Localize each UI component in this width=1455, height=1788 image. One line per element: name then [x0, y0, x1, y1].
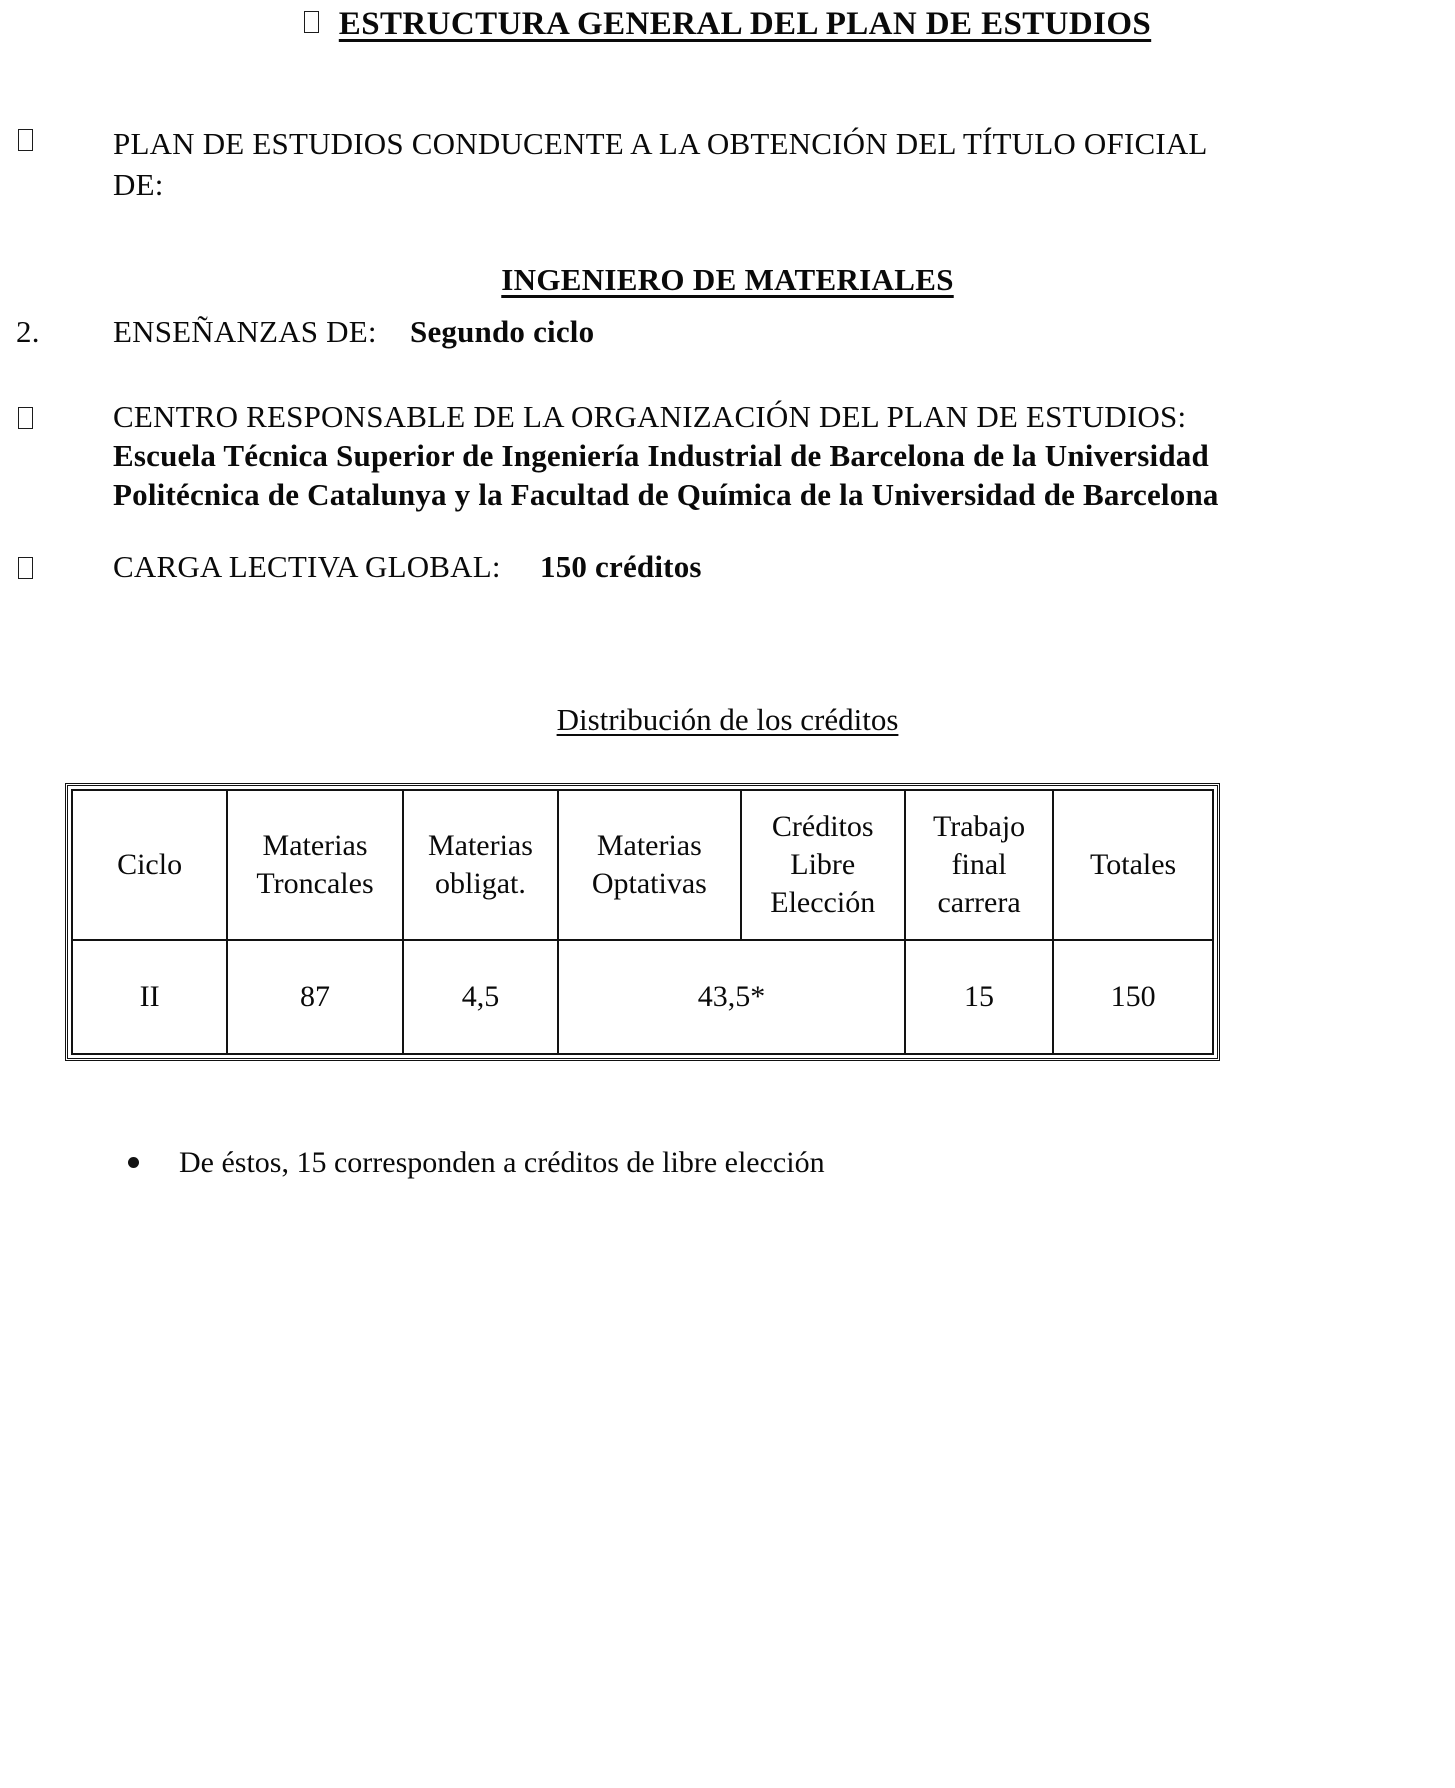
header-optativas-line1: Materias — [596, 829, 702, 862]
cell-trabajo-final: 15 — [905, 940, 1053, 1054]
plan-intro-bullet — [18, 128, 33, 154]
header-optativas-line2: Optativas — [591, 867, 707, 900]
page-title-text: ESTRUCTURA GENERAL DEL PLAN DE ESTUDIOS — [338, 6, 1152, 42]
credits-table-frame — [65, 783, 1220, 1061]
table-row — [72, 940, 1213, 1054]
centro-bullet — [18, 406, 33, 432]
header-libre-eleccion — [741, 790, 905, 940]
page-title — [0, 6, 1455, 43]
header-libre-line1: Créditos — [771, 810, 874, 843]
header-trabajo-final — [905, 790, 1053, 940]
plan-intro-line2: DE: — [113, 167, 164, 202]
cell-troncales: 87 — [227, 940, 403, 1054]
header-troncales — [227, 790, 403, 940]
header-troncales-line2: Troncales — [256, 867, 374, 900]
credits-table-header-row — [72, 790, 1213, 940]
header-ciclo — [72, 790, 227, 940]
degree-name-heading — [0, 262, 1455, 298]
centro-value-line2: Politécnica de Catalunya y la Facultad de Química de la Universidad de Barcelona — [113, 477, 1219, 512]
header-obligatorias — [403, 790, 558, 940]
cell-ciclo: II — [72, 940, 227, 1054]
round-bullet-icon — [128, 1157, 139, 1168]
centro-label: CENTRO RESPONSABLE DE LA ORGANIZACIÓN DEL PLAN DE ESTUDIOS: — [113, 399, 1187, 434]
credits-table-caption-text: Distribución de los créditos — [556, 702, 899, 737]
centro-value-line1: Escuela Técnica Superior de Ingeniería Industrial de Barcelona de la Universidad — [113, 438, 1209, 473]
empty-box-bullet-icon — [304, 11, 319, 33]
header-libre-line3: Elección — [770, 886, 876, 919]
credits-table-caption — [0, 702, 1455, 738]
credits-table-container — [65, 783, 1220, 1061]
empty-box-bullet-icon — [18, 129, 33, 151]
header-ciclo-text: Ciclo — [117, 848, 183, 881]
header-obligatorias-line1: Materias — [427, 829, 533, 862]
header-troncales-line1: Materias — [262, 829, 368, 862]
empty-box-bullet-icon — [18, 557, 33, 579]
cell-obligatorias: 4,5 — [403, 940, 558, 1054]
empty-box-bullet-icon — [18, 407, 33, 429]
carga-bullet — [18, 556, 33, 582]
footnote — [128, 1143, 825, 1183]
header-obligatorias-line2: obligat. — [435, 867, 526, 900]
credits-table — [71, 789, 1214, 1055]
header-totales — [1053, 790, 1213, 940]
carga-label: CARGA LECTIVA GLOBAL: — [113, 549, 501, 584]
footnote-text: De éstos, 15 corresponden a créditos de libre elección — [179, 1146, 825, 1179]
header-totales-text: Totales — [1090, 848, 1177, 881]
cell-totales: 150 — [1053, 940, 1213, 1054]
plan-intro-line1: PLAN DE ESTUDIOS CONDUCENTE A LA OBTENCIÓN DEL TÍTULO OFICIAL — [113, 126, 1208, 161]
header-libre-line2: Libre — [790, 848, 856, 881]
degree-name-text: INGENIERO DE MATERIALES — [501, 262, 954, 297]
header-trabajo-line2: final — [951, 848, 1007, 881]
header-trabajo-line1: Trabajo — [932, 810, 1026, 843]
ensenanzas-label: ENSEÑANZAS DE: — [113, 314, 377, 349]
ensenanzas-number: 2. — [16, 314, 40, 349]
ensenanzas-value: Segundo ciclo — [410, 314, 595, 349]
header-trabajo-line3: carrera — [937, 886, 1021, 919]
carga-value: 150 créditos — [540, 549, 702, 584]
cell-optativas-libre: 43,5* — [558, 940, 905, 1054]
header-optativas — [558, 790, 741, 940]
